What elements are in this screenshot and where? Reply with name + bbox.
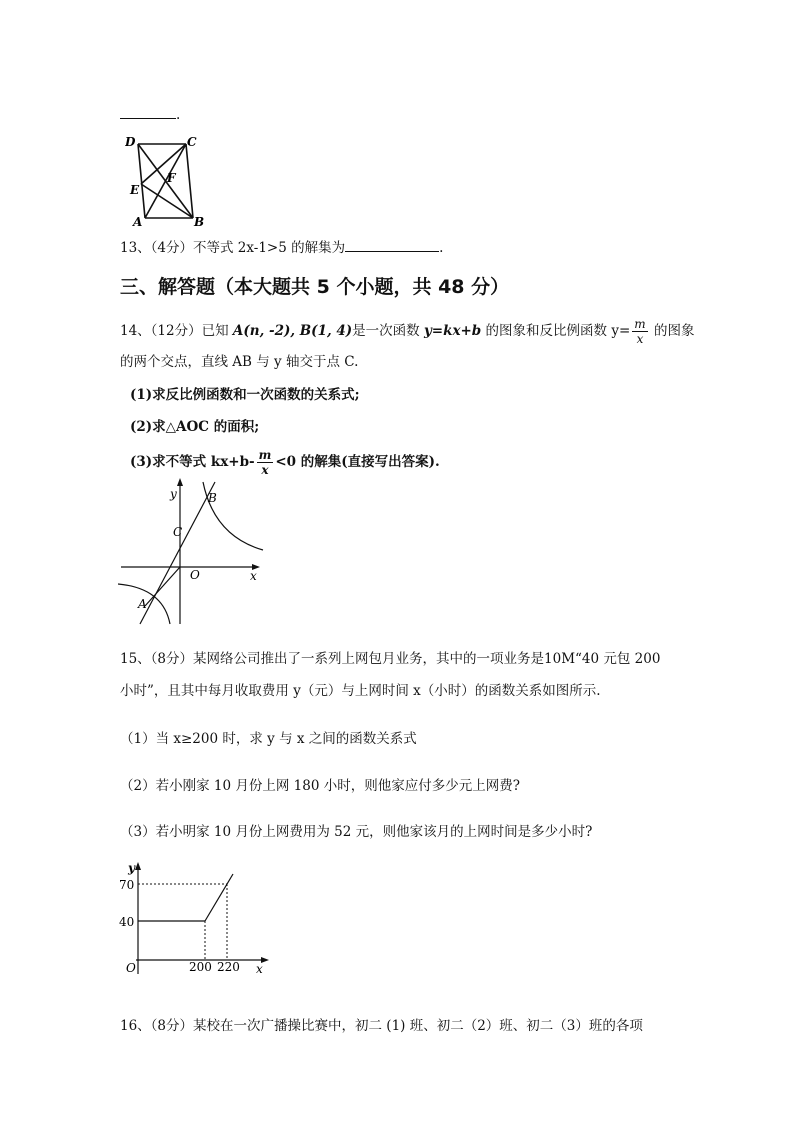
label-x: x bbox=[250, 569, 257, 583]
segment-ca bbox=[145, 144, 186, 218]
question-14-sub-1: (1)求反比例函数和一次函数的关系式; bbox=[130, 387, 360, 403]
tick-200: 200 bbox=[189, 960, 212, 974]
segment-cb bbox=[186, 144, 193, 218]
figure-q15-graph bbox=[116, 858, 276, 978]
label-a: A bbox=[133, 215, 143, 228]
question-15-sub-3: （3）若小明家 10 月份上网费用为 52 元，则他家该月的上网时间是多少小时? bbox=[120, 824, 593, 840]
label-b: B bbox=[194, 215, 205, 228]
question-14-line-2: 的两个交点，直线 AB 与 y 轴交于点 C. bbox=[120, 354, 359, 370]
question-15-line-1: 15、（8分）某网络公司推出了一系列上网包月业务，其中的一项业务是10M“40 元包 200 bbox=[120, 651, 661, 667]
question-15-line-2: 小时”，且其中每月收取费用 y（元）与上网时间 x（小时）的函数关系如图所示. bbox=[120, 683, 601, 699]
label-a: A bbox=[138, 597, 147, 611]
label-o: O bbox=[190, 568, 200, 582]
figure-rectangle-abcd bbox=[125, 132, 215, 228]
label-d: D bbox=[125, 135, 136, 149]
tick-70: 70 bbox=[119, 878, 135, 892]
tick-40: 40 bbox=[119, 915, 135, 929]
section-heading: 三、解答题（本大题共 5 个小题，共 48 分） bbox=[120, 276, 510, 298]
label-b: B bbox=[208, 491, 217, 505]
q12-period: . bbox=[176, 107, 181, 123]
fraction-m-over-x-2: $\frac{m}{x}$ bbox=[258, 448, 272, 477]
label-c: C bbox=[173, 525, 183, 539]
tick-220: 220 bbox=[217, 960, 240, 974]
question-15-sub-1: （1）当 x≥200 时，求 y 与 x 之间的函数关系式 bbox=[120, 731, 417, 747]
question-15-sub-2: （2）若小刚家 10 月份上网 180 小时，则他家应付多少元上网费? bbox=[120, 778, 520, 794]
q12-answer-blank bbox=[120, 104, 180, 125]
question-14-sub-3: (3)求不等式 kx+b- $\frac{m}{x}$ <0 的解集(直接写出答案). bbox=[130, 448, 440, 477]
question-16-line-1: 16、（8分）某校在一次广播操比赛中，初二 (1) 班、初二（2）班、初二（3）班的各项 bbox=[120, 1018, 643, 1034]
figure-q14-graph bbox=[118, 478, 268, 628]
rising-segment bbox=[205, 874, 233, 921]
label-f: F bbox=[167, 171, 176, 185]
label-x: x bbox=[256, 962, 263, 976]
y-axis-arrow bbox=[135, 862, 141, 870]
segment-eb bbox=[141, 184, 193, 218]
label-y: y bbox=[170, 487, 177, 501]
label-o: O bbox=[126, 961, 136, 975]
label-y: y bbox=[128, 861, 135, 875]
line-ab bbox=[140, 482, 215, 624]
question-14-line-1: 14、（12分）已知 A(n, -2), B(1, 4)是一次函数 y=kx+b 的图象和反比例函数 y= $\frac{m}{x}$ 的图象 bbox=[120, 317, 695, 346]
question-13: 13、（4分）不等式 2x-1>5 的解集为 . bbox=[120, 237, 443, 258]
label-e: E bbox=[130, 183, 140, 197]
segment-oa bbox=[145, 567, 180, 606]
question-14-sub-2: (2)求△AOC 的面积; bbox=[130, 419, 260, 435]
label-c: C bbox=[187, 135, 197, 149]
y-axis-arrow bbox=[177, 478, 183, 486]
fraction-m-over-x: $\frac{m}{x}$ bbox=[634, 317, 646, 346]
